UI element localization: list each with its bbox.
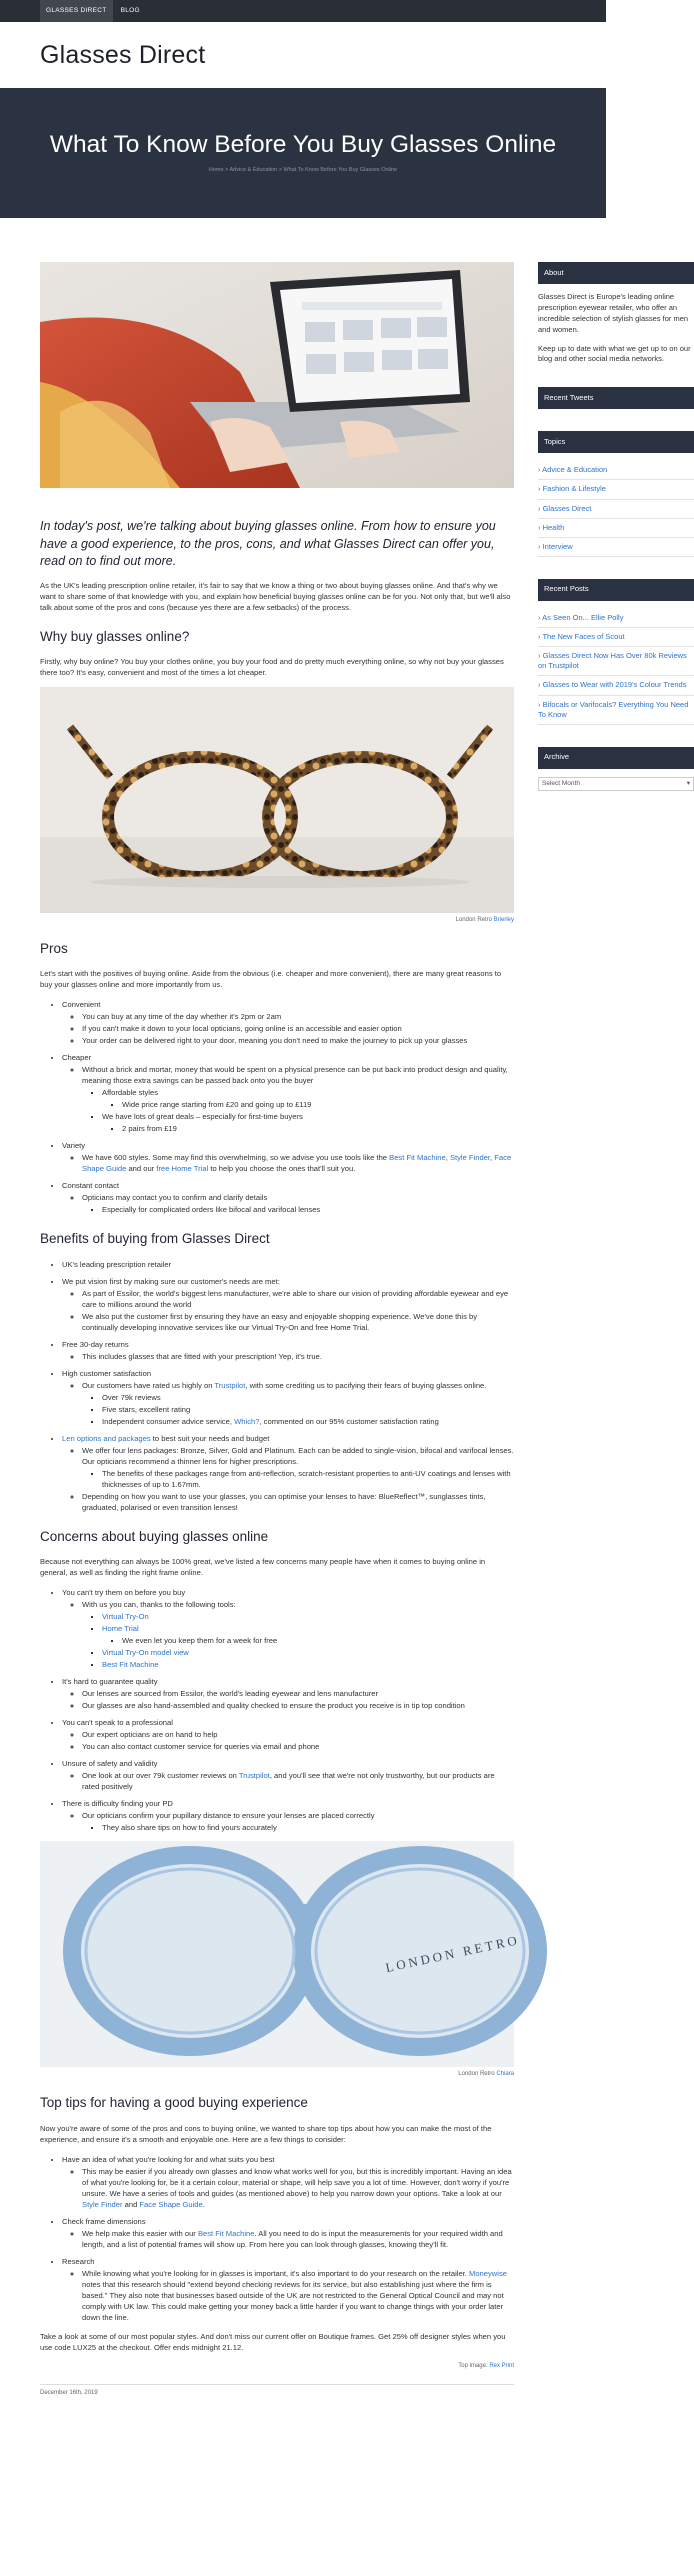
list-item: ◦ Our glasses are also hand-assembled and quality checked to ensure the product you receive is in tip top condition (82, 1700, 514, 1711)
list-item: ◦ Our opticians confirm your pupillary distance to ensure your lenses are placed correctly ▪ They also share tips on how to find yours accurately (82, 1810, 514, 1833)
site-logo-title[interactable]: Glasses Direct (40, 40, 206, 69)
list-item: • UK's leading prescription retailer (62, 1259, 514, 1270)
trustpilot-link[interactable]: Trustpilot (214, 1380, 246, 1390)
tips-list (40, 2154, 514, 2323)
list-item: ◦ This may be easier if you already own glasses and know what works well for you, but this is incredibly important. Having an idea of what you're looking for, be it a certain colour, material or shape, will help save you a lot of time. However, don't worry if you're unsure. We have a series of tools and guides (as mentioned above) to help you narrow down your options. Take a look at our Style Finder and Face Shape Guide. (82, 2166, 514, 2210)
list-item: • Convenient ◦ You can buy at any time of the day whether it's 2pm or 2am ◦ If you can't make it down to your local opticians, going online is an accessible and easier option ◦ Your order can be delivered right to your door, meaning you don't need to make the journey to pick up your glasses (62, 999, 514, 1046)
blue-glasses-graphic (40, 1841, 521, 2067)
lens-options-link[interactable]: Len options and packages (62, 1433, 151, 1443)
sidebar (538, 262, 694, 2398)
list-item: ▪ Affordable styles ▪ Wide price range starting from £20 and going up to £119 (102, 1087, 514, 1110)
list-item: • You can't speak to a professional ◦ Our expert opticians are on hand to help ◦ You can also contact customer service for queries via email and phone (62, 1717, 514, 1752)
site-header (0, 22, 606, 88)
list-item: ◦ We also put the customer first by ensuring they have an easy and enjoyable shopping experience. We've done this by continually developing innovative services like our Virtual Try-On and free Home Trial. (82, 1311, 514, 1333)
topic-link[interactable]: › Glasses Direct (538, 500, 694, 519)
page-title: What To Know Before You Buy Glasses Online (49, 130, 557, 158)
heading-tips: Top tips for having a good buying experience (40, 2095, 308, 2111)
list-item: ▪ We have lots of great deals – especially for first-time buyers ▪ 2 pairs from £19 (102, 1111, 514, 1134)
face-shape-guide-link[interactable]: Face Shape Guide (139, 2199, 203, 2209)
list-item: ◦ We have 600 styles. Some may find this overwhelming, so we advise you use tools like the Best Fit Machine, Style Finder, Face Shape Guide and our free Home Trial to help you choose the ones that'll suit you. (82, 1152, 514, 1174)
caption-link[interactable]: Brierley (493, 917, 514, 924)
list-item: ◦ While knowing what you're looking for in glasses is important, it's also important to do your research on the retailer. Moneywise notes that this research should "extend beyond checking reviews for its service, but also establishing just where the firm is based." They also note that businesses based outside of the UK are not restricted to the General Optical Council and may not comply with UK law. This could make getting your money back a little harder if you want to change things with your order later down the line. (82, 2268, 514, 2323)
list-item: ▪ 2 pairs from £19 (122, 1123, 514, 1134)
virtual-try-on-link[interactable]: Virtual Try-On (102, 1612, 149, 1622)
recent-post-link[interactable]: › As Seen On... Ellie Polly (538, 609, 694, 628)
list-item (102, 1659, 514, 1670)
list-item: ◦ One look at our over 79k customer reviews on Trustpilot, and you'll see that we're not only trustworthy, but our products are rated positively (82, 1770, 514, 1792)
list-item: • There is difficulty finding your PD ◦ Our opticians confirm your pupillary distance to ensure your lenses are placed correctly ▪ They also share tips on how to find yours accurately (62, 1798, 514, 1833)
list-item: ▪ Especially for complicated orders like bifocal and varifocal lenses (102, 1204, 514, 1215)
glasses-photo-graphic (40, 687, 514, 913)
intro-text: In today's post, we're talking about buying glasses online. From how to ensure you have a good experience, to the pros, cons, and what Glasses Direct can offer you, read on to find out more. (40, 519, 496, 568)
list-item: ◦ You can also contact customer service for queries via email and phone (82, 1741, 514, 1752)
topic-link[interactable]: › Health (538, 519, 694, 538)
list-item: • Research ◦ While knowing what you're looking for in glasses is important, it's also important to do your research on the retailer. Moneywise notes that this research should "extend beyond checking reviews for its service, but also establishing just where the firm is based." They also note that businesses based outside of the UK are not restricted to the General Optical Council and may not comply with UK law. This could make getting your money back a little harder if you want to change things with your order later down the line. (62, 2256, 514, 2323)
image-caption: London Retro Chiara (458, 2071, 514, 2078)
heading-benefits: Benefits of buying from Glasses Direct (40, 1231, 270, 1247)
top-nav (0, 0, 606, 22)
paragraph: Take a look at some of our most popular styles. And don't miss our current offer on Boutique frames. Get 25% off designer styles when you use code LUX25 at the checkout. Offer ends midnight 21.12. (40, 2331, 506, 2352)
list-item: • Unsure of safety and validity ◦ One look at our over 79k customer reviews on Trustpilot, and you'll see that we're not only trustworthy, but our products are rated positively (62, 1758, 514, 1792)
list-item: ◦ We help make this easier with our Best Fit Machine. All you need to do is input the measurements for your required width and length, and a list of potential frames will show up. From here you can look through glasses, knowing they'll fit. (82, 2228, 514, 2250)
heading-pros: Pros (40, 940, 68, 956)
list-item: ◦ Depending on how you want to use your glasses, you can optimise your lenses to have: BlueReflect™, sunglasses tints, graduated, polarised or even transition lenses! (82, 1491, 514, 1513)
list-item: • Len options and packages to best suit your needs and budget ◦ We offer four lens packages: Bronze, Silver, Gold and Platinum. Each can be added to single-vision, bifocal and varifocal lenses. Our opticians recommend a thinner lens for higher prescriptions. ▪ The benefits of these packages range from anti-reflection, scratch-resistant properties to anti-UV coatings and lenses with thicknesses of up to 1.67mm. ◦ Depending on how you want to use your glasses, you can optimise your lenses to have: BlueReflect™, sunglasses tints, graduated, polarised or even transition lenses! (62, 1433, 514, 1513)
moneywise-link[interactable]: Moneywise (469, 2268, 507, 2278)
list-item: • Variety ◦ We have 600 styles. Some may find this overwhelming, so we advise you use tools like the Best Fit Machine, Style Finder, Face Shape Guide and our free Home Trial to help you choose the ones that'll suit you. (62, 1140, 514, 1174)
list-item: ▪ Five stars, excellent rating (102, 1404, 514, 1415)
best-fit-machine-link[interactable]: Best Fit Machine (197, 2228, 255, 2238)
list-item: ▪ The benefits of these packages range from anti-reflection, scratch-resistant properties to anti-UV coatings and lenses with thicknesses of up to 1.67mm. (102, 1468, 514, 1490)
recent-post-link[interactable]: › Bifocals or Varifocals? Everything You Need To Know (538, 696, 694, 725)
list-item: ▪ We even let you keep them for a week for free (122, 1635, 514, 1646)
widget-title: Topics (538, 431, 694, 453)
tortoiseshell-glasses-image (40, 687, 514, 913)
image-caption: London Retro Brierley (455, 917, 514, 924)
blue-glasses-image (40, 1841, 521, 2067)
paragraph: Firstly, why buy online? You buy your clothes online, you buy your food and do pretty much everything online, so why not buy your glasses there too? It's easy, convenient and most of the times a lot cheaper. (40, 657, 504, 678)
heading-why-buy: Why buy glasses online? (40, 628, 190, 644)
list-item: • Check frame dimensions ◦ We help make this easier with our Best Fit Machine. All you need to do is input the measurements for your required width and length, and a list of potential frames will show up. From here you can look through glasses, knowing they'll fit. (62, 2216, 514, 2250)
which-link[interactable]: Which? (234, 1416, 260, 1426)
list-item: • Cheaper ◦ Without a brick and mortar, money that would be spent on a physical presence can be put back into product design and quality, meaning those extra savings can be passed back onto you the buyer ▪ Affordable styles ▪ Wide price range starting from £20 and going up to £119 ▪ We have lots of great deals – especially for first-time buyers ▪ 2 pairs from £19 (62, 1052, 514, 1134)
breadcrumb[interactable]: Home > Advice & Education > What To Know Before You Buy Glasses Online (208, 167, 398, 174)
hero-laptop-image (40, 262, 514, 488)
widget-recent-posts (538, 579, 694, 725)
style-finder-link[interactable]: Style Finder (449, 1153, 491, 1163)
chevron-down-icon: ▾ (686, 780, 690, 788)
frame-branding-text: LONDON RETRO (384, 1932, 521, 1976)
trustpilot-link[interactable]: Trustpilot (238, 1771, 270, 1781)
list-item: ◦ This includes glasses that are fitted with your prescription! Yep, it's true. (82, 1351, 514, 1362)
list-item (102, 1623, 514, 1646)
model-view-link[interactable]: Virtual Try-On model view (102, 1648, 189, 1658)
widget-tweets (538, 387, 694, 409)
widget-title: Archive (538, 747, 694, 769)
about-text: Glasses Direct is Europe's leading online prescription eyewear retailer, who offer an incredible selection of stylish glasses for men and women. (538, 292, 689, 334)
nav-blog[interactable]: BLOG (120, 7, 140, 15)
hero-banner (0, 88, 606, 218)
paragraph: Because not everything can always be 100% great, we've listed a few concerns many people have when it comes to buying online in general, as well as finding the right frame online. (40, 1557, 486, 1578)
nav-glasses-direct[interactable]: GLASSES DIRECT (40, 0, 113, 22)
face-shape-guide-link[interactable]: Face Shape Guide (82, 1153, 512, 1174)
archive-select[interactable]: Select Month ▾ (538, 777, 694, 791)
widget-topics (538, 431, 694, 557)
post-date: December 16th, 2019 (40, 2384, 514, 2398)
article (40, 262, 521, 2398)
topic-link[interactable]: › Fashion & Lifestyle (538, 480, 694, 499)
caption-link[interactable]: Rex Print (489, 2362, 514, 2369)
list-item: • You can't try them on before you buy ◦ With us you can, thanks to the following tools: ▪ Virtual Try-On ▪ Home Trial ▪ We even let you keep them for a week for free ▪ Virtual Try-On model view ▪ Best Fit Machine (62, 1587, 514, 1670)
list-item: ▪ They also share tips on how to find yours accurately (102, 1822, 514, 1833)
image-caption: Top image: Rex Print (458, 2362, 514, 2369)
list-item: ◦ Our expert opticians are on hand to help (82, 1729, 514, 1740)
pros-list (40, 999, 514, 1215)
paragraph: As the UK's leading prescription online retailer, it's fair to say that we know a thing or two about buying glasses online. And that's why we want to share some of that knowledge with you, and explain how beneficial buying glasses online can be for you. Not only that, but we'll also talk about some of the pros and cons (because yes there are a few setbacks) of the process. (40, 580, 511, 612)
widget-title: About (538, 262, 694, 284)
about-text: Keep up to date with what we get up to on our blog and other social media networks. (538, 343, 691, 364)
list-item: ◦ Our lenses are sourced from Essilor, the world's leading eyewear and lens manufacturer (82, 1688, 514, 1699)
topic-link[interactable]: › Interview (538, 538, 694, 557)
widget-archive (538, 747, 694, 791)
list-item: • Have an idea of what you're looking for and what suits you best ◦ This may be easier if you already own glasses and know what works well for you, but this is incredibly important. Having an idea of what you're looking for, be it a certain colour, material or shape, will help save you a lot of time. However, don't worry if you're unsure. We have a series of tools and guides (as mentioned above) to help you narrow down your options. Take a look at our Style Finder and Face Shape Guide. (62, 2154, 514, 2210)
recent-post-link[interactable]: › Glasses Direct Now Has Over 80k Reviews on Trustpilot (538, 647, 694, 676)
best-fit-machine-link[interactable]: Best Fit Machine (102, 1660, 159, 1670)
laptop-photo-graphic (40, 262, 514, 488)
list-item: ▪ Wide price range starting from £20 and going up to £119 (122, 1099, 514, 1110)
heading-concerns: Concerns about buying glasses online (40, 1528, 269, 1544)
caption-link[interactable]: Chiara (496, 2071, 514, 2078)
list-item: • It's hard to guarantee quality ◦ Our lenses are sourced from Essilor, the world's leading eyewear and lens manufacturer ◦ Our glasses are also hand-assembled and quality checked to ensure the product you receive is in tip top condition (62, 1676, 514, 1711)
list-item: ◦ Opticians may contact you to confirm and clarify details ▪ Especially for complicated orders like bifocal and varifocal lenses (82, 1192, 514, 1215)
list-item: ◦ As part of Essilor, the world's biggest lens manufacturer, we're able to share our vision of providing affordable eyewear and eye care to millions around the world (82, 1288, 514, 1310)
home-trial-link[interactable]: free Home Trial (156, 1164, 209, 1174)
widget-title: Recent Tweets (538, 387, 694, 409)
style-finder-link[interactable]: Style Finder (82, 2199, 123, 2209)
list-item: ▪ Independent consumer advice service, Which?, commented on our 95% customer satisfaction rating (102, 1416, 514, 1427)
recent-post-link[interactable]: › The New Faces of Scout (538, 628, 694, 647)
list-item (102, 1647, 514, 1658)
widget-about (538, 262, 694, 365)
home-trial-link[interactable]: Home Trial (102, 1624, 139, 1634)
list-item (102, 1611, 514, 1622)
widget-title: Recent Posts (538, 579, 694, 601)
list-item: • We put vision first by making sure our customer's needs are met: ◦ As part of Essilor, the world's biggest lens manufacturer, we're able to share our vision of providing affordable eyewear and eye care to millions around the world ◦ We also put the customer first by ensuring they have an easy and enjoyable shopping experience. We've done this by continually developing innovative services like our Virtual Try-On and free Home Trial. (62, 1276, 514, 1333)
recent-post-link[interactable]: › Glasses to Wear with 2019's Colour Trends (538, 676, 694, 695)
list-item: ◦ Without a brick and mortar, money that would be spent on a physical presence can be put back into product design and quality, meaning those extra savings can be passed back onto you the buyer ▪ Affordable styles ▪ Wide price range starting from £20 and going up to £119 ▪ We have lots of great deals – especially for first-time buyers ▪ 2 pairs from £19 (82, 1064, 514, 1134)
concerns-list (40, 1587, 514, 1833)
list-item: ◦ Your order can be delivered right to your door, meaning you don't need to make the journey to pick up your glasses (82, 1035, 514, 1046)
list-item: ◦ You can buy at any time of the day whether it's 2pm or 2am (82, 1011, 514, 1022)
list-item: ◦ If you can't make it down to your local opticians, going online is an accessible and easier option (82, 1023, 514, 1034)
list-item: ▪ Over 79k reviews (102, 1392, 514, 1403)
list-item: ◦ With us you can, thanks to the following tools: ▪ Virtual Try-On ▪ Home Trial ▪ We even let you keep them for a week for free ▪ Virtual Try-On model view ▪ Best Fit Machine (82, 1599, 514, 1670)
paragraph: Let's start with the positives of buying online. Aside from the obvious (i.e. cheaper and more convenient), there are many great reasons to buy your glasses online and more importantly from us. (40, 969, 502, 990)
paragraph: Now you're aware of some of the pros and cons to buying online, we wanted to share top tips about how you can make the most of the experience, and ensure it's a smooth and enjoyable one. Here are a few things to consider: (40, 2123, 492, 2144)
list-item: • Constant contact ◦ Opticians may contact you to confirm and clarify details ▪ Especially for complicated orders like bifocal and varifocal lenses (62, 1180, 514, 1215)
topic-link[interactable]: › Advice & Education (538, 461, 694, 480)
list-item: ◦ We offer four lens packages: Bronze, Silver, Gold and Platinum. Each can be added to single-vision, bifocal and varifocal lenses. Our opticians recommend a thinner lens for higher prescriptions. ▪ The benefits of these packages range from anti-reflection, scratch-resistant properties to anti-UV coatings and lenses with thicknesses of up to 1.67mm. (82, 1445, 514, 1490)
list-item: ◦ Our customers have rated us highly on Trustpilot, with some crediting us to pacifying their fears of buying glasses online. ▪ Over 79k reviews ▪ Five stars, excellent rating ▪ Independent consumer advice service, Which?, commented on our 95% customer satisfaction rating (82, 1380, 514, 1427)
list-item: • Free 30-day returns ◦ This includes glasses that are fitted with your prescription! Yep, it's true. (62, 1339, 514, 1362)
benefits-list (40, 1259, 514, 1513)
list-item: • High customer satisfaction ◦ Our customers have rated us highly on Trustpilot, with some crediting us to pacifying their fears of buying glasses online. ▪ Over 79k reviews ▪ Five stars, excellent rating ▪ Independent consumer advice service, Which?, commented on our 95% customer satisfaction rating (62, 1368, 514, 1427)
best-fit-machine-link[interactable]: Best Fit Machine (389, 1153, 446, 1163)
